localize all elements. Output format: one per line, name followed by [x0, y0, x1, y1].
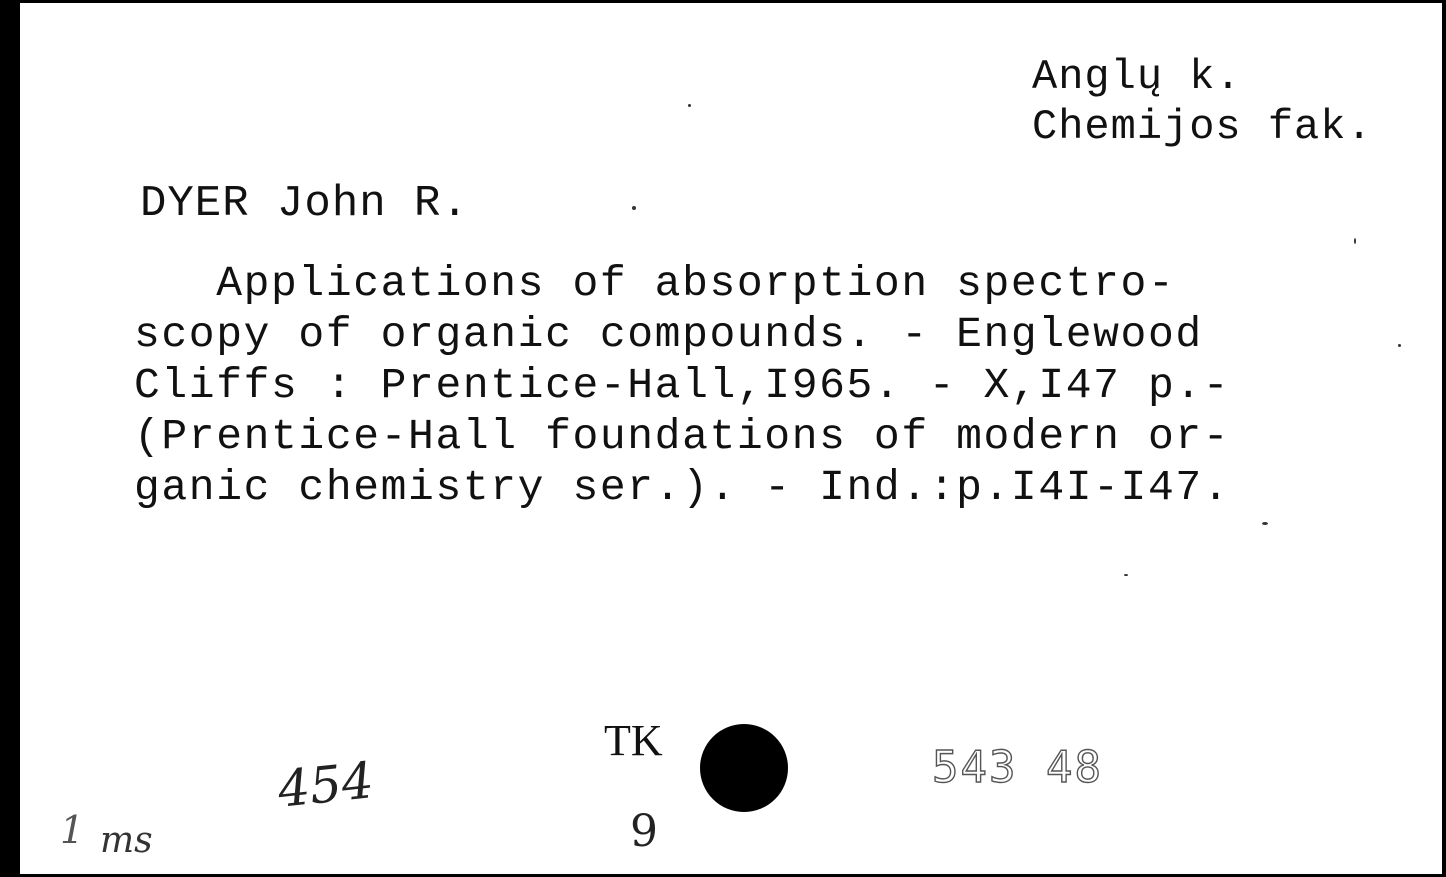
card-edge-right [1442, 0, 1446, 877]
description-line: Cliffs : Prentice-Hall,I965. - X,I47 p.- [134, 361, 1231, 410]
speck-mark [1262, 522, 1268, 525]
card-edge-top [0, 0, 1446, 3]
handwritten-note-one: 1 [60, 808, 85, 852]
speck-mark [1124, 574, 1128, 576]
description-line: scopy of organic compounds. - Englewood [134, 310, 1203, 359]
location-block [1032, 52, 1373, 152]
classification-code: TK [604, 716, 663, 765]
location-language: Anglų k. [1032, 53, 1242, 101]
speck-mark [1398, 344, 1401, 347]
card-edge-left [0, 0, 20, 877]
description-line: (Prentice-Hall foundations of modern or- [134, 412, 1231, 461]
bibliographic-description [134, 258, 1230, 513]
description-line: ganic chemistry ser.). - Ind.:p.I4I-I47. [134, 463, 1231, 512]
location-faculty: Chemijos fak. [1032, 103, 1373, 151]
speck-mark [688, 104, 691, 107]
author-heading: DYER John R. [140, 179, 469, 229]
description-line: Applications of absorption spectro- [134, 259, 1176, 308]
handwritten-note-ms: ms [100, 820, 153, 861]
speck-mark [632, 206, 636, 210]
punch-hole [700, 724, 788, 812]
shelf-number: 9 [630, 806, 658, 857]
handwritten-number: 454 [275, 751, 377, 819]
stamped-inventory-number: 543 48 [932, 742, 1103, 793]
speck-mark [1354, 238, 1356, 244]
